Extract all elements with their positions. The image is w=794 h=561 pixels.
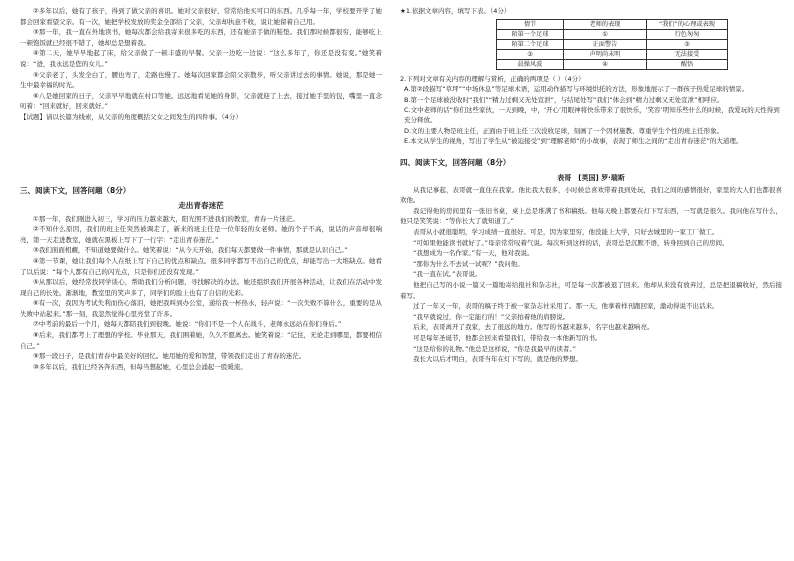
table-cell: 醒悟 bbox=[647, 59, 728, 69]
paragraph: ④第二天，她早早地起了床，给父亲做了一顿丰盛的早餐。父亲一边吃一边说：“这么多年了，你还是没有变。”她笑着说：“爸，我永远是您的女儿。” bbox=[20, 49, 382, 68]
options-list bbox=[400, 84, 782, 146]
left-column bbox=[20, 6, 382, 372]
paragraph: 后来，表哥离开了我家，去了很远的地方。他写的书越来越多，名字也越来越响亮。 bbox=[413, 323, 654, 332]
table-cell: ③ bbox=[497, 49, 564, 59]
paragraph: “我早就说过，你一定能行的！”父亲拍着他的肩膀说。 bbox=[413, 312, 570, 321]
option: C.文中老师的话“你们这些家伙，一天到晚，中，‘开心’用眼神将快乐带来了很快乐，‘笑容’明知乐些什么的时候，我爱玩的天性得到充分释放。 bbox=[404, 106, 780, 125]
table-cell: ④ bbox=[564, 59, 647, 69]
table-row bbox=[497, 49, 728, 59]
table-cell: ③ bbox=[647, 39, 728, 49]
table-cell: 正面警告 bbox=[564, 39, 647, 49]
paragraph: 我记得他的房间里有一张旧书桌，桌上总是堆满了书和稿纸。他每天晚上都要在灯下写东西，一写就是很久。我问他在写什么，他只是笑笑说：“等你长大了就知道了。” bbox=[400, 206, 782, 226]
paragraph: ⑤父亲老了，头发全白了，腰也弯了，走路也慢了。她每次回家都会陪父亲散步，听父亲讲过去的事情。她说，那是她一生中最幸福的时光。 bbox=[20, 70, 382, 90]
option: B.第一个足球被没收时“我们”“精力过剩又无处宣泄”，与结尾处写“我们”体会到“精力过剩又无处宣泄”相呼应。 bbox=[404, 95, 724, 104]
option: E.本文从学生的视角，写出了学生从“被迫接受”到“理解老师”的小故事，表现了师生之间的“走出青春迷茫”的大道理。 bbox=[404, 137, 743, 146]
paragraph: ②多年以后，她有了孩子，得到了做父亲的喜讯。她对父亲很好，常常给他买可口的东西。几乎每一年，学校要开学了她都会回家看望父亲。有一次，她把学校发放的奖金全部给了父亲，父亲却执意不收，说让她留着自己用。 bbox=[20, 7, 382, 26]
table-row bbox=[497, 39, 728, 49]
paragraph: ⑩多年以后，我们已经各奔东西，但每当想起她，心里总会涌起一股暖流。 bbox=[33, 362, 247, 371]
story-title: 表哥 [英国] 罗·瑞斯 bbox=[557, 173, 625, 182]
table-header-cell: 情节 bbox=[497, 19, 564, 29]
paragraph: 可是每年圣诞节，他都会回来看望我们，带给我一本他新写的书。 bbox=[413, 333, 602, 342]
table-cell: ① bbox=[564, 29, 647, 39]
section-heading: 三、阅读下文，回答问题（8分） bbox=[20, 185, 131, 195]
paragraph: ③我们面面相觑，不知道她要做什么。她笑着说：“从今天开始，我们每天都要做一件事情，那就是认识自己。” bbox=[33, 246, 348, 255]
paragraph: “可如果他能读书就好了。”母亲常常叹着气说。每次听到这样的话，表哥总是沉默不语，转身回到自己的房间。 bbox=[413, 238, 729, 247]
question-2: 2.下列对文章有关内容的理解与赏析，正确的两项是（ ）（4分） bbox=[400, 74, 585, 83]
paragraph: ⑥有一次，我因为考试失利而伤心落泪，她把我叫到办公室，递给我一杯热水，轻声说：“一次失败不算什么，重要的是从失败中站起来。”那一刻，我忽然觉得心里亮堂了许多。 bbox=[20, 299, 382, 318]
article-title: 走出青春迷茫 bbox=[178, 200, 224, 210]
paragraph: 我长大以后才明白，表哥当年在灯下写的，就是他的梦想。 bbox=[413, 355, 582, 364]
top-passage bbox=[20, 6, 382, 123]
table-header-cell: “我们”的心理或表现 bbox=[647, 19, 728, 29]
paragraph: ⑤从那以后，她经常找同学谈心，帮助我们分析问题，寻找解决的办法。她还组织我们开展各种活动，让我们在活动中发现自己的长处。渐渐地，教室里的笑声多了，同学们的脸上也有了自信的光彩。 bbox=[20, 278, 382, 297]
paragraph: “这是给你的礼物。”他总是这样说，“你是我最早的读者。” bbox=[413, 344, 576, 353]
table-header-cell: 老师的表现 bbox=[564, 19, 647, 29]
paragraph: ②不知什么原因，我们的班主任突然被调走了，新来的班主任是一位年轻的女老师。她的个子不高，说话的声音却很响亮，第一天走进教室，她就在黑板上写下了一行字：“走出青春迷茫。” bbox=[20, 225, 382, 244]
table-cell: 行色匆匆 bbox=[647, 29, 728, 39]
story-body bbox=[400, 185, 782, 365]
table-cell: 陌第二个足球 bbox=[497, 39, 564, 49]
table-row bbox=[497, 29, 728, 39]
option: D.文的主要人物是班主任，正面由于班主任三次没收足球，刻画了一个因材施教、尊重学生个性的班主任形象。 bbox=[404, 126, 724, 135]
paragraph: 他把自己写的小说一篇又一篇地寄给报社和杂志社，可是每一次都被退了回来。他却从来没有放弃过，总是把退稿收好，然后接着写。 bbox=[400, 280, 782, 300]
paragraph: ⑦中考前的最后一个月，她每天都陪我们到很晚。她说：“你们不是一个人在战斗，老师永远站在你们身后。” bbox=[33, 320, 342, 329]
paragraph: ⑥八是她回家的日子，父亲早早地就在村口等她。远远地看见她的身影，父亲就迎了上去，接过她手里的包，嘴里一直念叨着：“回来就好，回来就好。” bbox=[20, 91, 382, 111]
paragraph: ⑨那一段日子，是我们青春中最美好的回忆。她用她的爱和智慧，带领我们走出了青春的迷茫。 bbox=[33, 352, 306, 361]
paragraph: 过了一年又一年，表哥的稿子终于被一家杂志社采用了。那一天，他拿着样刊跑回家，激动得说不出话来。 bbox=[413, 302, 719, 311]
table-cell: 声明尚未明 bbox=[564, 49, 647, 59]
paragraph: “我想成为一名作家。”有一天，他对我说。 bbox=[413, 249, 534, 258]
question-1: ★1.依据文章内容，填写下表。（4分） bbox=[400, 7, 511, 15]
task-prompt: 【试题】请以长篇为线索，从父亲的角度概括父女之间发生的四件事。（4分） bbox=[20, 112, 242, 121]
paragraph: ③那一年，我一直在外地读书，她每次都会给我寄来很多吃的东西，还有她亲手做的鞋垫。我们那时候都很穷，能够吃上一顿饱饭就已经很不错了，她却总是想着我。 bbox=[20, 28, 382, 47]
option: A.第②段描写“草坪”“中场休息”等足球术语，运用动作描写与环境烘托的方法，形象地展示了一群孩子热爱足球的情景。 bbox=[404, 85, 749, 94]
article-body bbox=[20, 214, 382, 373]
table-header-row bbox=[497, 19, 728, 29]
right-column bbox=[400, 6, 782, 365]
table-cell: 晨操风波 bbox=[497, 59, 564, 69]
section-heading: 四、阅读下文，回答问题（8分） bbox=[400, 157, 511, 167]
fill-in-table bbox=[496, 19, 728, 70]
table-row bbox=[497, 59, 728, 69]
paragraph: “我一直在试。”表哥说。 bbox=[413, 270, 482, 279]
paragraph: 表哥从小就很聪明，学习成绩一直很好。可是，因为家里穷，他没能上大学，只好去城里的一家工厂做工。 bbox=[413, 228, 719, 236]
paragraph: “那你为什么不去试一试呢？”我问他。 bbox=[413, 259, 524, 268]
paragraph: 从我记事起，表哥就一直住在我家。他比我大很多，小时候总喜欢带着我到处玩，我们之间的感情很好，家里的大人们也都很喜欢他。 bbox=[400, 185, 782, 205]
paragraph: ④第一节课，她让我们每个人在纸上写下自己的优点和缺点。很多同学都写不出自己的优点，却能写出一大堆缺点。她看了以后说：“每个人都有自己的闪光点，只是你们还没有发现。” bbox=[20, 256, 382, 276]
table-cell: 无法接受 bbox=[647, 49, 728, 59]
paragraph: ①那一年，我们刚进入初三，学习的压力越来越大，阳光照不进我们的教室，青春一片迷茫。 bbox=[33, 214, 299, 223]
table-cell: 陌第一个足球 bbox=[497, 29, 564, 39]
paragraph: ⑧后来，我们都考上了理想的学校。毕业那天，我们围着她，久久不愿离去。她笑着说：“记住，无论走到哪里，都要相信自己。” bbox=[20, 331, 382, 350]
